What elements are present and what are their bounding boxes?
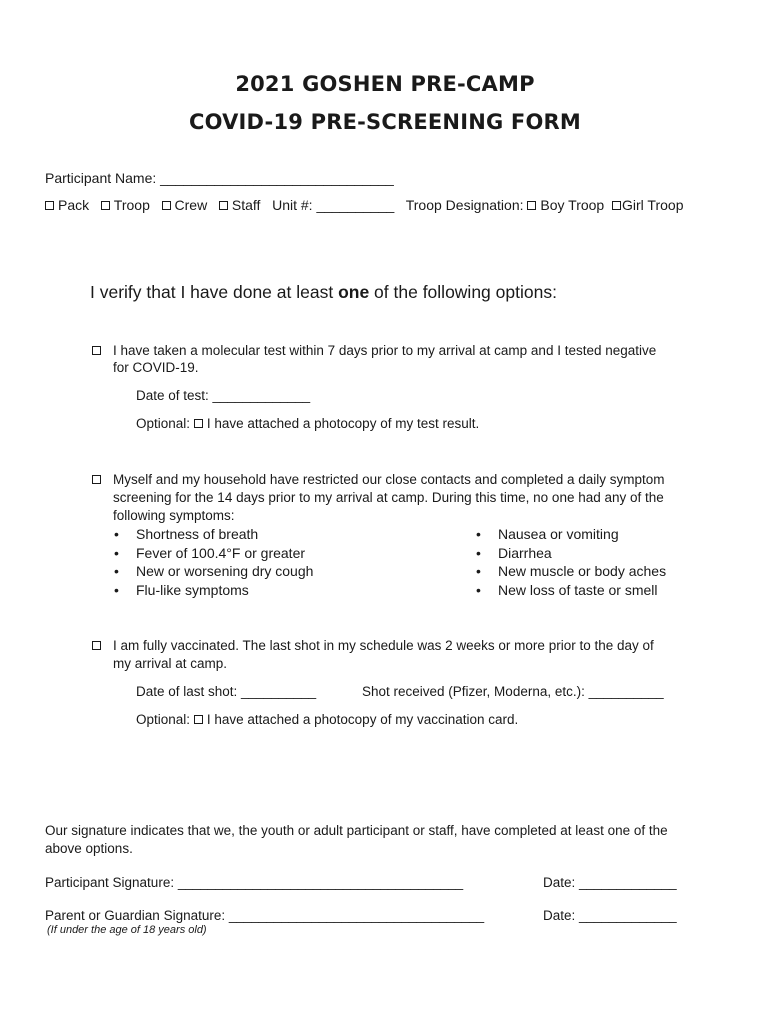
symptom-item: • Fever of 100.4°F or greater [114,544,313,563]
participant-name-field[interactable]: Participant Name: ______________________________ [45,170,394,186]
boy-troop-checkbox[interactable] [527,197,604,213]
staff-checkbox[interactable] [219,197,261,213]
verify-prefix: I verify that I have done at least [90,282,339,302]
symptom-item: • Nausea or vomiting [476,525,666,544]
crew-checkbox[interactable] [162,197,208,213]
symptom-item: • Shortness of breath [114,525,313,544]
optional-label: Optional: [136,712,191,727]
unit-number-field[interactable]: Unit #: __________ [272,197,395,213]
verify-emphasis: one [338,282,370,302]
crew-label: Crew [174,197,208,213]
option2-line3: following symptoms: [113,508,235,523]
checkbox-icon [612,201,621,210]
last-shot-date-field[interactable]: Date of last shot: __________ [136,684,317,699]
guardian-date-field[interactable]: Date: _____________ [543,908,677,923]
troop-designation-label: Troop Designation: [405,197,524,213]
option2-line1: Myself and my household have restricted our close contacts and completed a daily symptom [113,472,665,487]
option1-checkbox[interactable] [92,346,101,355]
verify-statement [90,282,557,303]
symptom-item: • Flu-like symptoms [114,581,313,600]
guardian-signature-field[interactable]: Parent or Guardian Signature: __________________________________ [45,908,485,923]
girl-troop-checkbox[interactable] [612,197,683,213]
symptom-item: • New muscle or body aches [476,562,666,581]
signature-statement-line1: Our signature indicates that we, the youth or adult participant or staff, have completed at least one of the [45,823,668,838]
checkbox-icon [527,201,536,210]
option1-line2: for COVID-19. [113,360,199,375]
pack-checkbox[interactable] [45,197,89,213]
unit-type-row [45,197,683,213]
option1-optional [136,416,479,431]
participant-signature-field[interactable]: Participant Signature: ______________________________________ [45,875,464,890]
option3-line1: I am fully vaccinated. The last shot in my schedule was 2 weeks or more prior to the day of [113,638,654,653]
option3-optional [136,712,518,727]
participant-date-field[interactable]: Date: _____________ [543,875,677,890]
pack-label: Pack [58,197,90,213]
symptoms-list-right [476,525,666,599]
girl-troop-label: Girl Troop [622,197,684,213]
guardian-age-note: (If under the age of 18 years old) [47,924,207,936]
form-title-line2: COVID-19 PRE-SCREENING FORM [188,110,582,134]
optional-text: I have attached a photocopy of my vaccination card. [206,712,519,727]
boy-troop-label: Boy Troop [540,197,605,213]
symptom-item: • New loss of taste or smell [476,581,666,600]
option3-checkbox[interactable] [92,641,101,650]
signature-statement-line2: above options. [45,841,133,856]
checkbox-icon [162,201,171,210]
test-date-field[interactable]: Date of test: _____________ [136,388,311,403]
staff-label: Staff [231,197,261,213]
option3-line2: my arrival at camp. [113,656,228,671]
symptoms-list-left [114,525,313,599]
option1-line1: I have taken a molecular test within 7 days prior to my arrival at camp and I tested negative [113,343,657,358]
checkbox-icon [219,201,228,210]
troop-label: Troop [113,197,150,213]
test-result-attached-checkbox[interactable] [194,419,203,428]
checkbox-icon [101,201,110,210]
option2-line2: screening for the 14 days prior to my arrival at camp. During this time, no one had any of the [113,490,664,505]
troop-checkbox[interactable] [101,197,150,213]
vaccination-card-attached-checkbox[interactable] [194,715,203,724]
option2-checkbox[interactable] [92,475,101,484]
optional-text: I have attached a photocopy of my test result. [206,416,480,431]
shot-received-field[interactable]: Shot received (Pfizer, Moderna, etc.): __________ [362,684,664,699]
checkbox-icon [45,201,54,210]
form-title-line1: 2021 GOSHEN PRE-CAMP [235,72,535,96]
symptom-item: • Diarrhea [476,544,666,563]
verify-suffix: of the following options: [369,282,557,302]
symptom-item: • New or worsening dry cough [114,562,313,581]
optional-label: Optional: [136,416,191,431]
